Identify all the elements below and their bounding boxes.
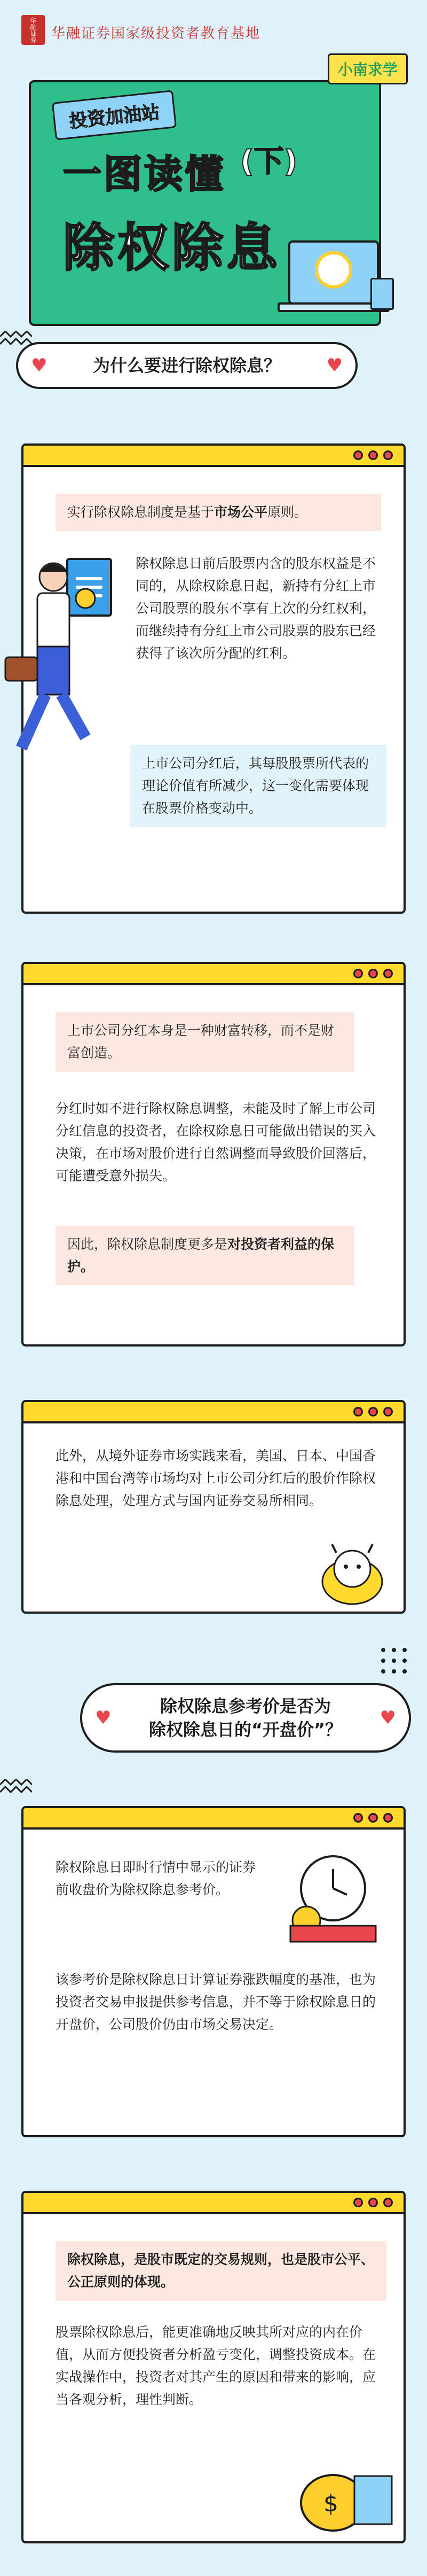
card-wealth-transfer — [21, 962, 406, 1347]
window-dot-icon — [353, 450, 363, 460]
svg-text:$: $ — [323, 2490, 338, 2517]
heading-line2: 除权除息日的“开盘价”？ — [148, 1719, 343, 1740]
section-heading-text: 为什么要进行除权除息？ — [92, 355, 281, 376]
hero-tag: 投资加油站 — [52, 90, 177, 140]
brand-name: 华融证券国家级投资者教育基地 — [51, 26, 261, 42]
intro-prefix: 实行除权除息制度是基于 — [67, 504, 215, 520]
hero-title-line1: 一图读懂 — [63, 152, 226, 197]
note2-prefix: 因此，除权除息制度更多是 — [67, 1236, 228, 1252]
window-dot-icon — [368, 969, 378, 978]
card2-note2 — [56, 1226, 354, 1286]
card5-note: 除权除息，是股市既定的交易规则，也是股市公平、公正原则的体现。 — [56, 2241, 386, 2301]
window-dot-icon — [383, 969, 393, 978]
card1-paragraph1: 除权除息日前后股票内含的股东权益是不同的，从除权除息日起，新持有分红上市公司股票的股东不享有上次的分红权利，而继续持有分红上市公司股票的股东已经获得了该次所分配的红利。 — [136, 556, 376, 661]
heart-icon: ♥ — [95, 1707, 112, 1729]
clock-coins-illustration — [274, 1846, 392, 1947]
card-window-bar — [23, 2193, 404, 2214]
window-dot-icon — [353, 2198, 363, 2207]
intro-note — [56, 494, 381, 531]
window-dot-icon — [353, 1407, 363, 1417]
window-dot-icon — [368, 450, 378, 460]
section-heading-why — [16, 342, 358, 389]
card-trading-rule — [21, 2191, 406, 2543]
money-bag-illustration — [290, 2444, 397, 2535]
brand-seal-text: 华融证券 — [29, 17, 37, 43]
card4-paragraph2: 该参考价是除权除息日计算证券涨跌幅度的基准，也为投资者交易申报提供参考信息，并不等于除权除息日的开盘价，公司股价仍由市场交易决定。 — [56, 1972, 376, 2032]
card1-paragraph2: 上市公司分红后，其每股股票所代表的理论价值有所减少，这一变化需要体现在股票价格变动中。 — [130, 745, 386, 827]
businessman-illustration — [0, 556, 96, 769]
window-dot-icon — [368, 1813, 378, 1823]
corner-tag: 小南求学 — [328, 53, 408, 84]
section-heading-reference-price — [80, 1683, 411, 1753]
magnifier-icon — [315, 251, 352, 289]
window-dot-icon — [383, 1813, 393, 1823]
pencil-cup-icon — [370, 278, 394, 310]
window-dot-icon — [368, 2198, 378, 2207]
intro-bold: 市场公平 — [214, 504, 268, 520]
card-window-bar — [23, 964, 404, 985]
heart-icon: ♥ — [379, 1707, 396, 1729]
cow-mascot-illustration — [315, 1539, 390, 1608]
card2-paragraph: 分红时如不进行除权除息调整，未能及时了解上市公司分红信息的投资者，在除权除息日可能做出错误的买入决策，在市场对股价进行自然调整而导致股价回落后，可能遭受意外损失。 — [56, 1101, 376, 1184]
window-dot-icon — [368, 1407, 378, 1417]
card2-note1: 上市公司分红本身是一种财富转移，而不是财富创造。 — [56, 1012, 354, 1072]
window-dot-icon — [383, 1407, 393, 1417]
hero-title-line2: 除权除息 — [63, 218, 281, 278]
card4-paragraph1: 除权除息日即时行情中显示的证券前收盘价为除权除息参考价。 — [56, 1859, 256, 1897]
heading-line1: 除权除息参考价是否为 — [160, 1696, 331, 1716]
heart-icon: ♥ — [326, 355, 343, 376]
hero-title-sub: (下) — [240, 144, 298, 179]
card-window-bar — [23, 446, 404, 467]
dots-decoration — [379, 1646, 416, 1683]
intro-suffix: 原则。 — [267, 504, 308, 520]
card-window-bar — [23, 1808, 404, 1830]
brand-seal-logo — [21, 15, 45, 45]
section-heading-text — [111, 1694, 379, 1741]
window-dot-icon — [383, 2198, 393, 2207]
card-window-bar — [23, 1402, 404, 1423]
zigzag-decoration — [0, 1779, 32, 1801]
window-dot-icon — [353, 969, 363, 978]
window-dot-icon — [383, 450, 393, 460]
window-dot-icon — [353, 1813, 363, 1823]
note2-bold: 对投资者利益的保护。 — [67, 1236, 335, 1274]
card-reference-price — [21, 1806, 406, 2137]
card3-paragraph: 此外，从境外证券市场实践来看，美国、日本、中国香港和中国台湾等市场均对上市公司分红后的股价作除权除息处理，处理方式与国内证券交易所相同。 — [56, 1448, 376, 1508]
heart-icon: ♥ — [31, 355, 48, 376]
card5-paragraph: 股票除权除息后，能更准确地反映其所对应的内在价值，从而方便投资者分析盈亏变化，调整投资成本。在实战操作中，投资者对其产生的原因和带来的影响，应当各观分析，理性判断。 — [56, 2324, 376, 2407]
